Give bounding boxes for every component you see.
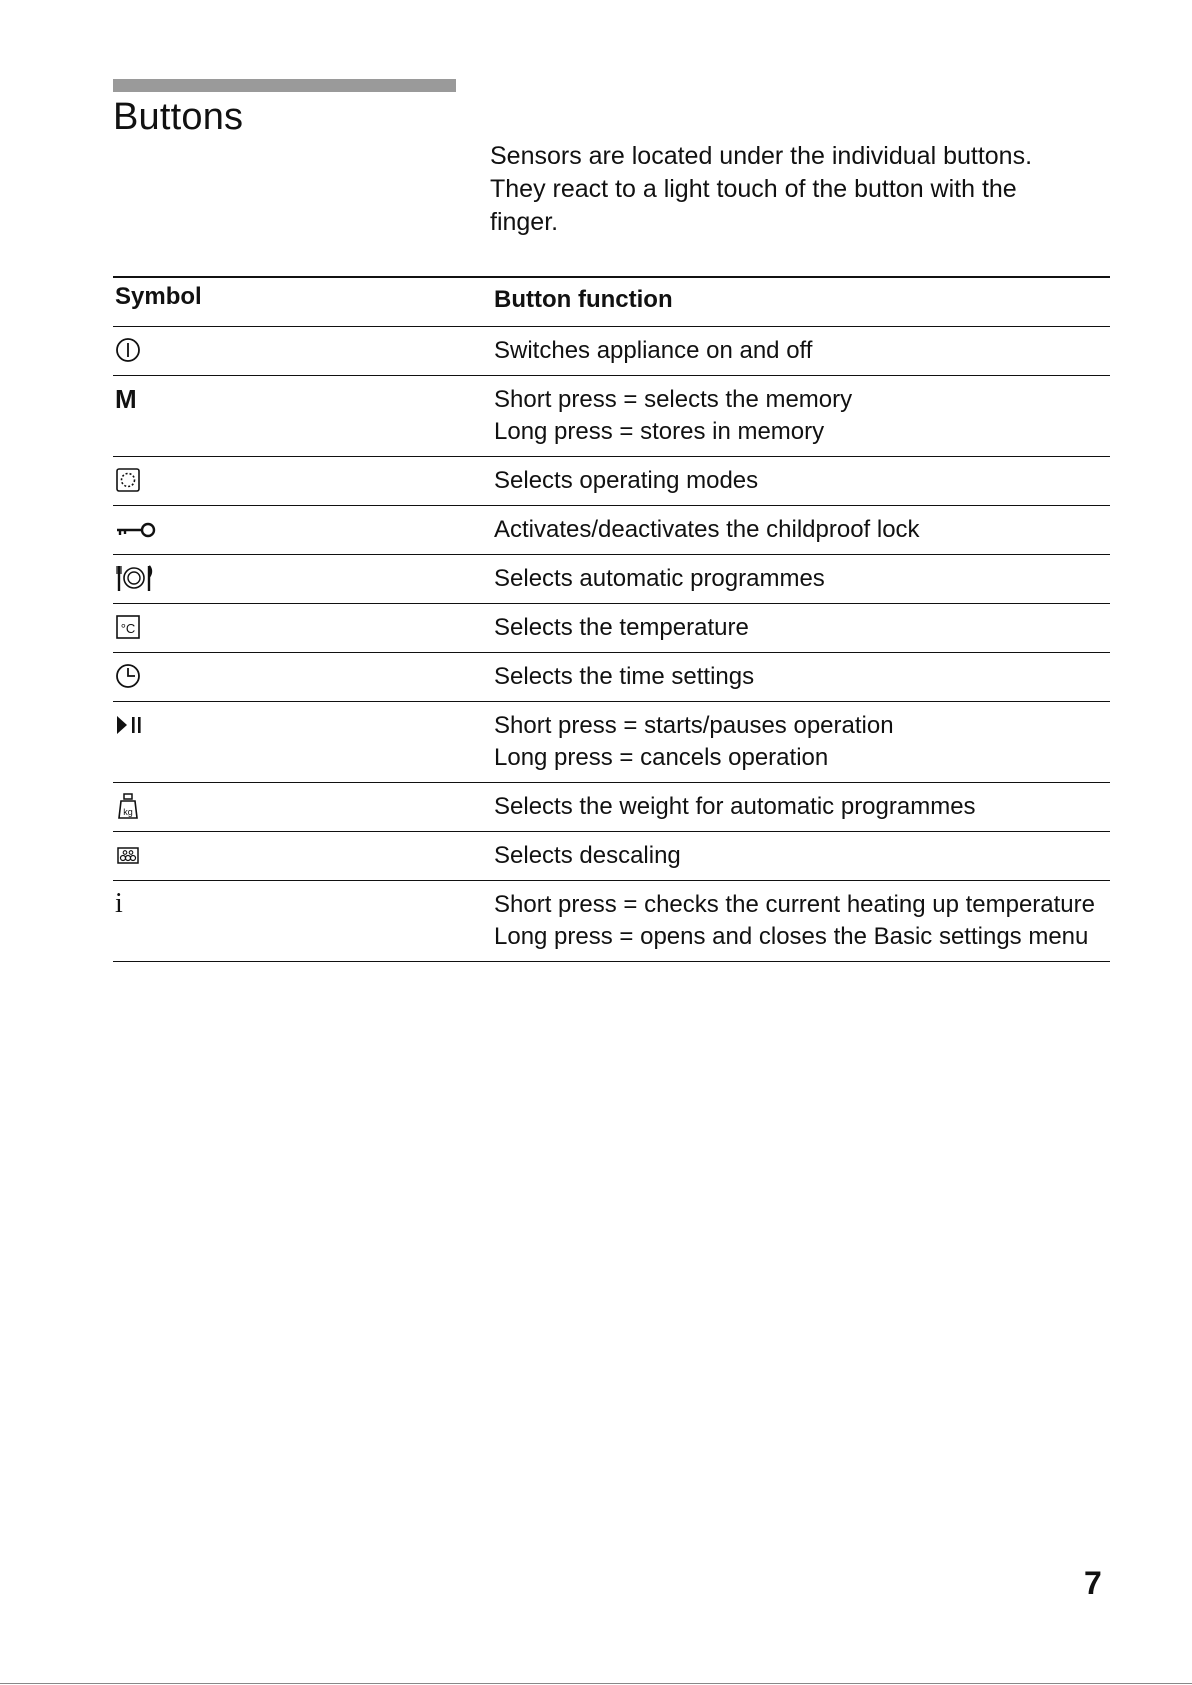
function-text: Switches appliance on and off: [494, 336, 813, 364]
function-text: Selects automatic programmes: [494, 564, 825, 592]
plate-cutlery-icon: [115, 563, 155, 593]
operating-modes-icon: [115, 465, 143, 495]
table-row: [113, 326, 1110, 375]
title-accent-bar: [113, 79, 456, 92]
table-row: [113, 782, 1110, 831]
page-number: 7: [1084, 1565, 1102, 1601]
memory-icon: M: [115, 383, 137, 414]
table-row: [113, 603, 1110, 652]
table-row: [113, 554, 1110, 603]
play-pause-icon: [115, 710, 147, 740]
function-text: Selects descaling: [494, 841, 681, 869]
descaling-icon: [115, 840, 143, 870]
function-text: Long press = stores in memory: [494, 417, 825, 445]
table-row: [113, 505, 1110, 554]
function-text: Activates/deactivates the childproof lock: [494, 515, 920, 543]
table-row: [113, 375, 1110, 456]
table-row: [113, 880, 1110, 961]
intro-text: Sensors are located under the individual buttons. They react to a light touch of the button with the finger.: [490, 142, 1033, 236]
table-row: [113, 652, 1110, 701]
function-text: Selects the temperature: [494, 613, 749, 641]
svg-text:°C: °C: [120, 620, 136, 636]
symbol-column-header: Symbol: [115, 283, 202, 310]
table-row: [113, 456, 1110, 505]
power-icon: [115, 335, 143, 365]
table-row: [113, 831, 1110, 880]
function-text: Short press = checks the current heating up temperature: [494, 890, 1095, 918]
function-text: Long press = cancels operation: [494, 743, 829, 771]
table-row: [113, 701, 1110, 782]
function-text: Selects operating modes: [494, 466, 759, 494]
function-text: Short press = selects the memory: [494, 385, 853, 413]
bottom-rule: [0, 1683, 1192, 1684]
function-text: Long press = opens and closes the Basic settings menu: [494, 922, 1089, 950]
weight-icon: [115, 791, 143, 821]
function-text: Selects the time settings: [494, 662, 755, 690]
function-text: Selects the weight for automatic programmes: [494, 792, 976, 820]
page-title: Buttons: [113, 96, 244, 138]
function-text: Short press = starts/pauses operation: [494, 711, 894, 739]
table-header-row: [113, 277, 1110, 326]
info-icon: i: [115, 887, 123, 919]
clock-icon: [115, 661, 143, 691]
key-icon: [115, 514, 157, 544]
function-column-header: Button function: [494, 286, 673, 313]
temperature-icon: [115, 612, 143, 642]
buttons-table: [113, 276, 1110, 962]
svg-text:kg: kg: [123, 806, 133, 817]
